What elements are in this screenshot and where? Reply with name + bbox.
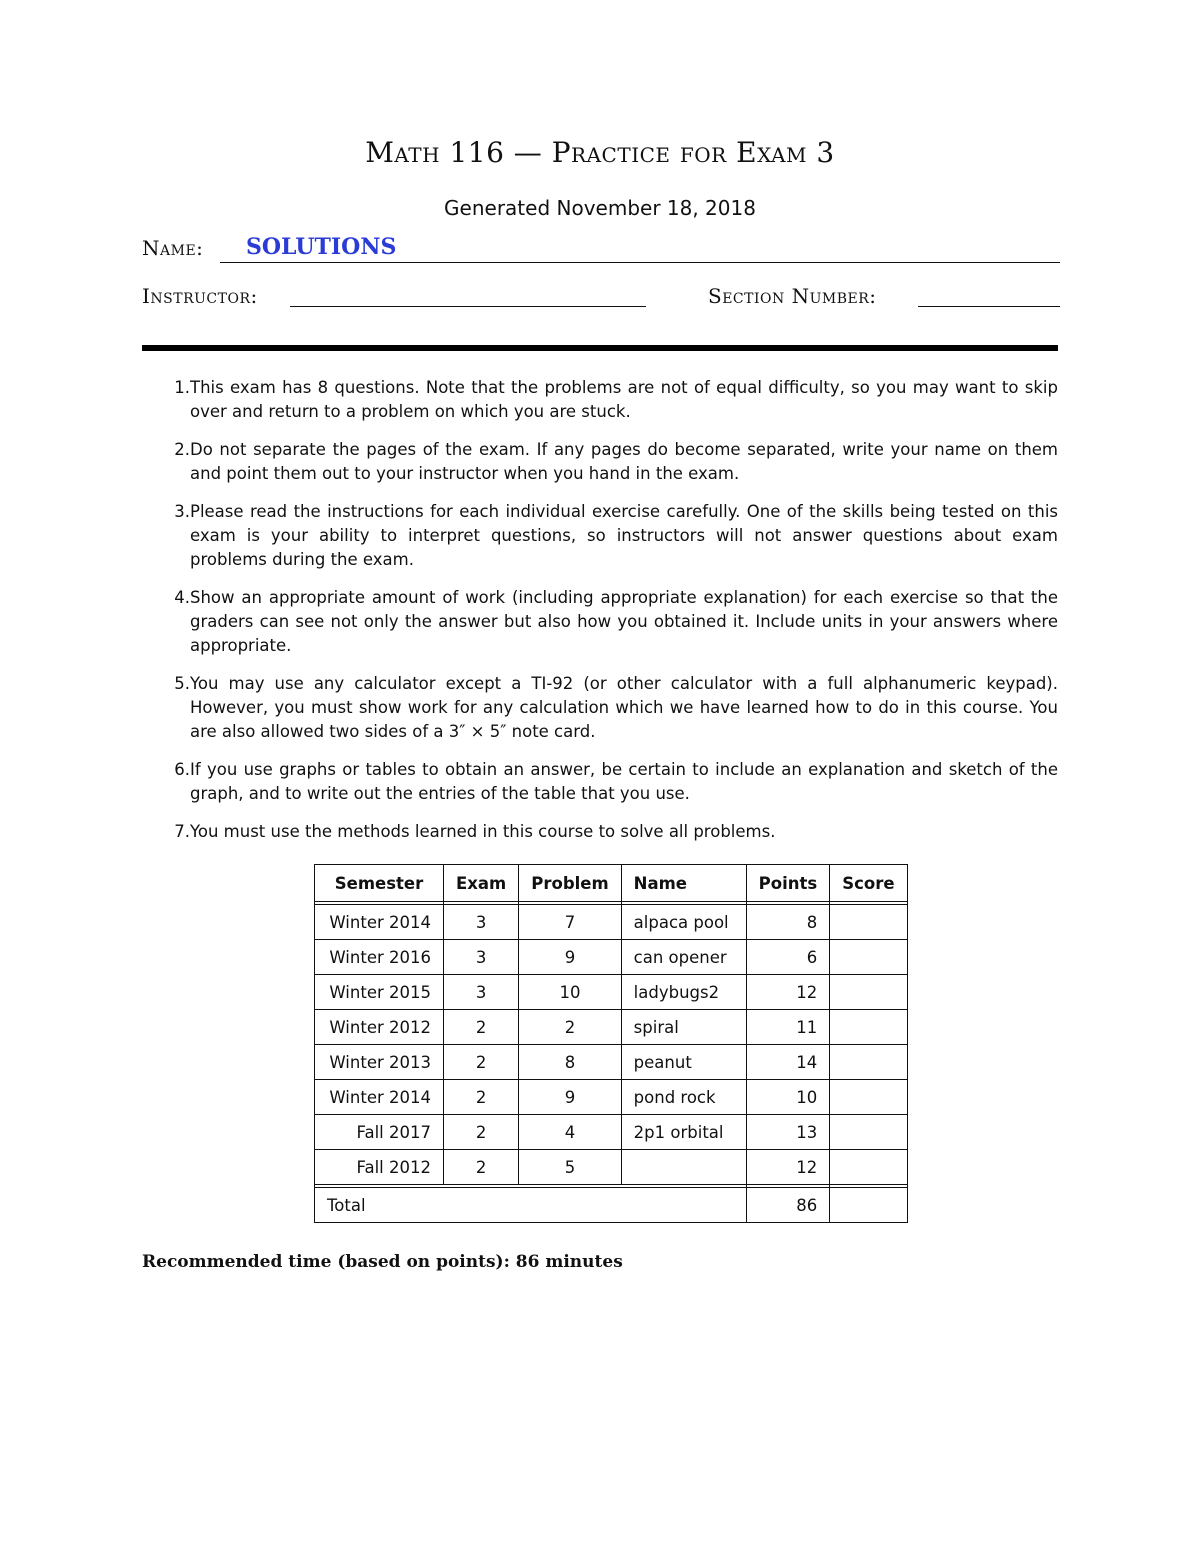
score-cell[interactable] <box>830 1150 907 1185</box>
score-cell[interactable] <box>830 1115 907 1150</box>
table-header-row <box>315 865 908 902</box>
list-item: 7. You must use the methods learned in this course to solve all problems. <box>174 822 776 841</box>
list-item: 2. Do not separate the pages of the exam. If any pages do become separated, write your name on them and point them out to your instructor when you hand in the exam. <box>174 440 1058 483</box>
score-cell[interactable] <box>830 905 907 940</box>
list-item: 4. Show an appropriate amount of work (including appropriate explanation) for each exercise so that the graders can see not only the answer but also how you obtained it. Include units in your answers where appropriate. <box>174 588 1058 655</box>
generated-date: Generated November 18, 2018 <box>444 196 756 220</box>
column-header-exam: Exam <box>444 865 519 902</box>
divider-rule <box>142 345 1058 351</box>
name-field[interactable] <box>220 262 1060 263</box>
score-cell[interactable] <box>830 1010 907 1045</box>
list-item: 1. This exam has 8 questions. Note that the problems are not of equal difficulty, so you may want to skip over and return to a problem on which you are stuck. <box>174 378 1058 421</box>
column-header-score: Score <box>830 865 907 902</box>
instructions-list <box>142 376 1060 858</box>
total-points: 86 <box>746 1188 830 1223</box>
name-value: SOLUTIONS <box>246 234 397 260</box>
instructor-label: Instructor: <box>142 284 258 308</box>
column-header-name: Name <box>621 865 746 902</box>
section-number-label: Section Number: <box>708 284 877 308</box>
score-cell[interactable] <box>830 975 907 1010</box>
instructor-field[interactable] <box>290 306 646 307</box>
recommended-time: Recommended time (based on points): 86 minutes <box>142 1252 623 1272</box>
list-item: 5. You may use any calculator except a TI-92 (or other calculator with a full alphanumeric keypad). However, you must show work for any calculation which we have learned how to do in this course. You are also allowed two sides of a 3″ × 5″ note card. <box>174 674 1058 741</box>
score-cell[interactable] <box>830 940 907 975</box>
column-header-semester: Semester <box>315 865 444 902</box>
score-cell[interactable] <box>830 1080 907 1115</box>
section-number-field[interactable] <box>918 306 1060 307</box>
table-row: Winter 2015 3 10 ladybugs2 12 <box>315 975 908 1010</box>
table-row: Winter 2013 2 8 peanut 14 <box>315 1045 908 1080</box>
table-row: Winter 2014 2 9 pond rock 10 <box>315 1080 908 1115</box>
total-score-cell[interactable] <box>830 1188 907 1223</box>
list-item: 3. Please read the instructions for each individual exercise carefully. One of the skills being tested on this exam is your ability to interpret questions, so instructors will not answer questions about exam problems during the exam. <box>174 502 1058 569</box>
total-label: Total <box>315 1188 747 1223</box>
table-row: Winter 2014 3 7 alpaca pool 8 <box>315 905 908 940</box>
column-header-problem: Problem <box>519 865 621 902</box>
table-row: Fall 2017 2 4 2p1 orbital 13 <box>315 1115 908 1150</box>
column-header-points: Points <box>746 865 830 902</box>
table-row: Winter 2012 2 2 spiral 11 <box>315 1010 908 1045</box>
total-row <box>315 1188 908 1223</box>
score-cell[interactable] <box>830 1045 907 1080</box>
page-title: Math 116 — Practice for Exam 3 <box>365 136 835 169</box>
list-item: 6. If you use graphs or tables to obtain an answer, be certain to include an explanation and sketch of the graph, and to write out the entries of the table that you use. <box>174 760 1058 803</box>
table-row: Fall 2012 2 5 12 <box>315 1150 908 1185</box>
problem-score-table <box>314 864 908 1223</box>
table-row: Winter 2016 3 9 can opener 6 <box>315 940 908 975</box>
name-label: Name: <box>142 236 204 260</box>
